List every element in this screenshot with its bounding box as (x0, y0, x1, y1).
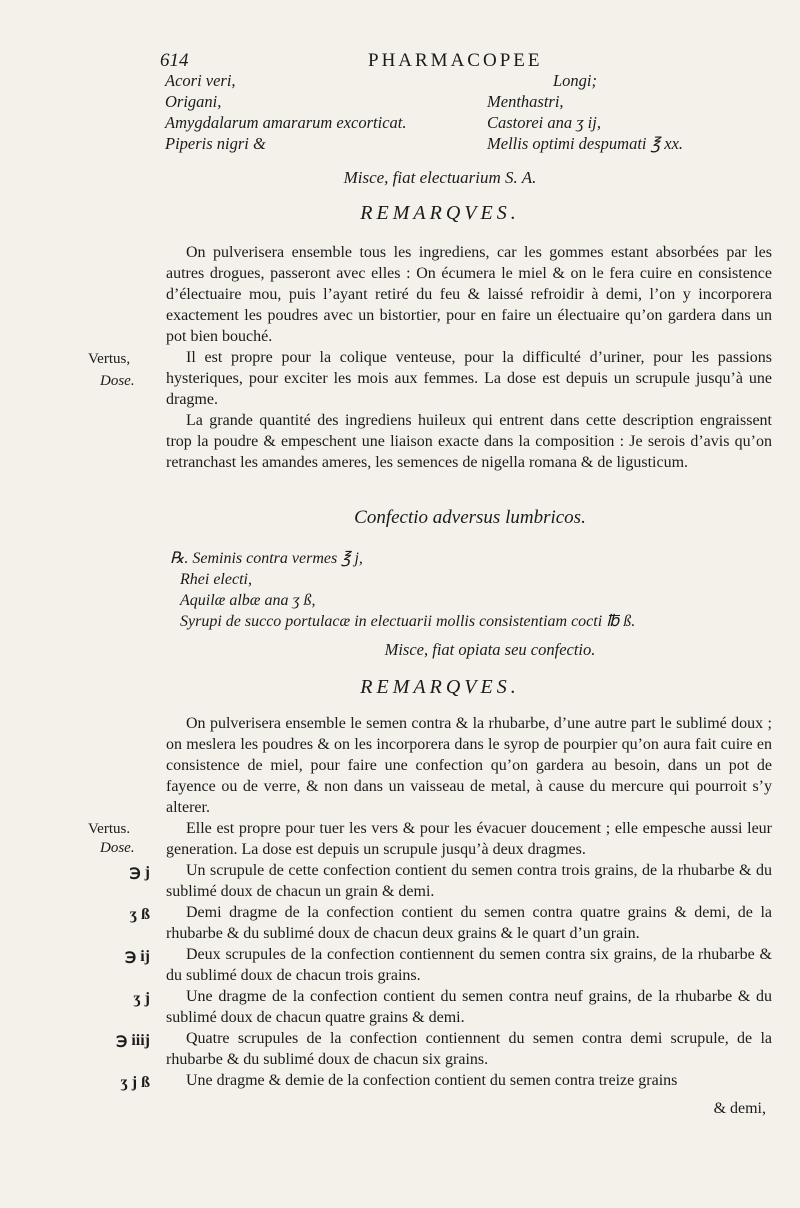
paragraph: On pulverisera ensemble le semen contra & la rhubarbe, d’une autre part le sublimé doux ; on meslera les poudres & on les incorporera dans le syrop de pourpier qu’on aura fait cuire en consistence de miel, pour faire une confection qu’on gardera au besoin, dans un pot de fayence ou de verre, & non dans un vaisseau de metal, à cause du mercure qui pourroit s’y alterer. (166, 715, 772, 816)
paragraph: Elle est propre pour tuer les vers & pour les évacuer doucement ; elle empesche aussi leur generation. La dose est depuis un scrupule jusqu’à deux dragmes. (166, 820, 772, 858)
margin-note-dose: Dose. (100, 840, 135, 856)
recipe-ingredients-2 (170, 548, 770, 632)
dose-table (116, 860, 772, 1091)
recipe-row (165, 112, 725, 133)
dose-entry (116, 1028, 772, 1070)
margin-note-vertus: Vertus. (88, 821, 131, 837)
mix-instruction: Misce, fiat opiata seu confectio. (384, 640, 596, 659)
ingredient: Rhei electi, (180, 571, 252, 588)
dose-text: Quatre scrupules de la confection contiennent du semen contra demi scrupule, de la rhubarbe & du sublimé doux de chacun six grains. (166, 1030, 772, 1068)
dose-symbol: ʒ ß (129, 906, 150, 923)
ingredient: Aquilæ albæ ana ʒ ß, (180, 592, 316, 609)
paragraph: La grande quantité des ingrediens huileux qui entrent dans cette description engraissent trop la poudre & empeschent une liaison exacte dans la composition : Je serois d’avis qu’on retranchast les amandes ameres, les semences de nigella romana & de ligusticum. (166, 412, 772, 471)
dose-text: Deux scrupules de la confection contiennent du semen contra six grains, de la rhubarbe & du sublimé doux de chacun trois grains. (166, 946, 772, 984)
dose-text: Demi dragme de la confection contient du semen contra quatre grains & demi, de la rhubarbe & du sublimé doux de chacun deux grains & le quart d’un grain. (166, 904, 772, 942)
dose-symbol: ℈ j (129, 864, 150, 881)
dose-symbol: ℈ ij (125, 948, 150, 965)
ingredient: Longi; (553, 71, 598, 90)
ingredient: ℞. Seminis contra vermes ℥ j, (170, 550, 363, 567)
page-number: 614 (160, 50, 189, 71)
ingredient: Menthastri, (487, 92, 564, 111)
dose-text: Une dragme de la confection contient du semen contra neuf grains, de la rhubarbe & du sublimé doux de chacun quatre grains & demi. (166, 988, 772, 1026)
dose-entry (133, 986, 772, 1028)
dose-entry (120, 1070, 772, 1091)
paragraph: On pulverisera ensemble tous les ingrediens, car les gommes estant absorbées par les autres drogues, passeront avec elles : On écumera le miel & on le fera cuire en consistence d’électuaire mou, puis l’ayant retiré du feu & laissé refroidir à demi, l’on y incorporera exactement les poudres avec un bistortier, pour en faire un électuaire qu’on gardera dans un pot bien bouché. (166, 244, 772, 345)
section-title: Confectio adversus lumbricos. (354, 507, 586, 528)
ingredient: Syrupi de succo portulacæ in electuarii mollis consistentiam cocti ℔ ß. (180, 613, 636, 630)
recipe-row (165, 133, 725, 154)
ingredient: Amygdalarum amararum excorticat. (165, 113, 407, 132)
catchword: & demi, (713, 1100, 766, 1117)
recipe-row (165, 70, 725, 91)
remarques-text-1 (166, 242, 772, 473)
mix-instruction: Misce, fiat electuarium S. A. (343, 168, 537, 187)
dose-entry (129, 860, 772, 902)
margin-note-dose: Dose. (100, 373, 135, 389)
dose-symbol: ʒ j ß (120, 1074, 150, 1091)
remarques-text-2 (166, 713, 772, 860)
recipe-row (165, 91, 725, 112)
running-title: PHARMACOPEE (368, 50, 543, 71)
ingredient: Castorei ana ʒ ij, (487, 113, 601, 132)
ingredient: Acori veri, (165, 71, 236, 90)
dose-text: Un scrupule de cette confection contient du semen contra trois grains, de la rhubarbe & du sublimé doux de chacun un grain & demi. (166, 862, 772, 900)
dose-text: Une dragme & demie de la confection contient du semen contra treize grains (186, 1072, 678, 1089)
recipe-ingredients (165, 70, 725, 154)
dose-entry (125, 944, 772, 986)
ingredient: Origani, (165, 92, 222, 111)
margin-note-vertus: Vertus, (88, 351, 131, 367)
dose-symbol: ℈ iiij (116, 1032, 150, 1049)
dose-symbol: ʒ j (133, 990, 150, 1007)
paragraph: Il est propre pour la colique venteuse, pour la difficulté d’uriner, pour les passions hysteriques, pour exciter les mois aux femmes. La dose est depuis un scrupule jusqu’à une dragme. (166, 349, 772, 408)
dose-entry (129, 902, 772, 944)
remarques-heading: REMARQVES. (360, 676, 520, 698)
ingredient: Mellis optimi despumati ℥ xx. (487, 134, 684, 153)
ingredient: Piperis nigri & (165, 134, 266, 153)
remarques-heading: REMARQVES. (360, 202, 520, 224)
